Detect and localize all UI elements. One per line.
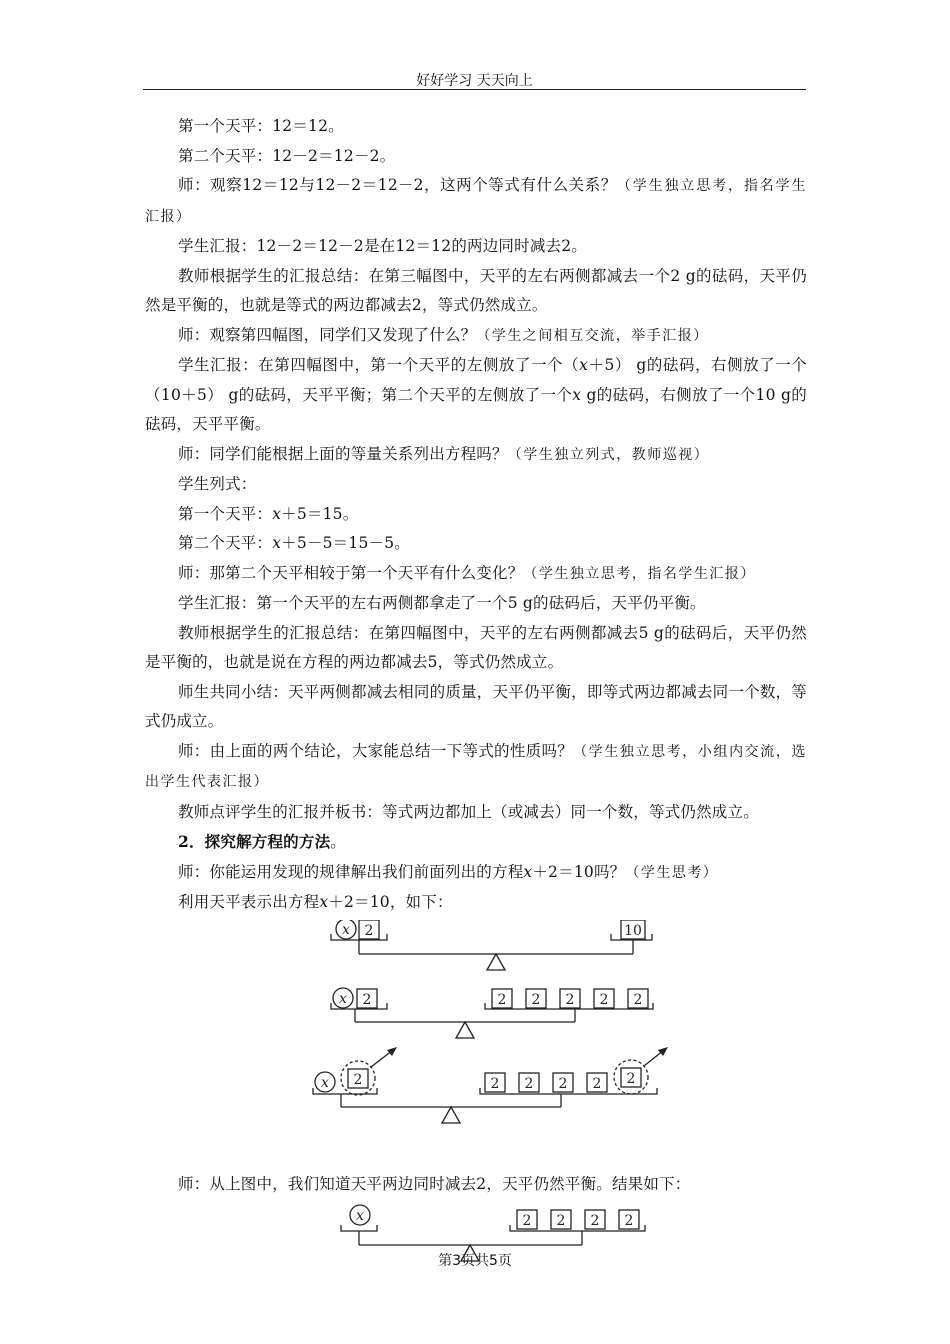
page-footer: 第3页共5页 [438, 1253, 512, 1269]
paragraph: 利用天平表示出方程x＋2＝10，如下： [178, 893, 453, 911]
paragraph: 师：观察12＝12与12－2＝12－2，这两个等式有什么关系？（学生独立思考，指名学生汇报） [145, 176, 807, 225]
paragraph: 师：由上面的两个结论，大家能总结一下等式的性质吗？（学生独立思考，小组内交流，选出学生代表汇报） [145, 741, 807, 790]
paragraph: 学生汇报：在第四幅图中，第一个天平的左侧放了一个（x＋5） g的砝码，右侧放了一个（10＋5） g的砝码，天平平衡；第二个天平的左侧放了一个x g的砝码，右侧放了一个10 g的砝码，天平平衡。 [145, 356, 807, 433]
paragraph: 师：从上图中，我们知道天平两边同时减去2，天平仍然平衡。结果如下： [178, 1174, 691, 1193]
weight-label: 2 [599, 991, 609, 1008]
weight-label: 2 [353, 1071, 363, 1088]
weight-label: 2 [556, 1213, 566, 1229]
balance-scale-1 [331, 920, 652, 970]
weight-label: 2 [590, 1213, 600, 1229]
weight-label: 2 [531, 991, 541, 1008]
teaching-note: （学生独立思考，指名学生汇报） [145, 178, 807, 225]
paragraph: 教师根据学生的汇报总结：在第三幅图中，天平的左右两侧都减去一个2 g的砝码，天平仍然是平衡的，也就是等式的两边都减去2，等式仍然成立。 [145, 266, 807, 314]
weight-label: 2 [362, 991, 372, 1008]
balance-scale-2 [331, 988, 653, 1038]
teaching-note: （学生之间相互交流，举手汇报） [476, 327, 709, 344]
balance-diagram [145, 920, 807, 1170]
document-body [145, 112, 807, 1275]
paragraph: 教师点评学生的汇报并板书：等式两边都加上（或减去）同一个数，等式仍然成立。 [178, 802, 759, 821]
weight-label: 2 [624, 1213, 634, 1229]
arrowhead-icon [658, 1047, 668, 1056]
weight-label: 2 [558, 1075, 568, 1092]
variable-label: x [342, 921, 350, 938]
weight-label: 2 [626, 1070, 636, 1087]
balance-figure-steps [145, 920, 807, 1170]
teaching-note: （学生思考） [625, 864, 719, 881]
header-rule [143, 89, 806, 90]
left-pan [341, 1225, 377, 1231]
fulcrum-icon [442, 1107, 460, 1123]
paragraph: 学生汇报：第一个天平的左右两侧都拿走了一个5 g的砝码后，天平仍平衡。 [178, 594, 706, 612]
variable-label: x [321, 1074, 329, 1091]
weight-label: 2 [633, 991, 643, 1008]
page-header: 好好学习 天天向上 [416, 73, 533, 89]
weight-label: 2 [524, 1075, 534, 1092]
weight-label: 2 [565, 991, 575, 1008]
paragraph: 第一个天平：x＋5＝15。 [178, 504, 359, 523]
variable-label: x [339, 990, 347, 1007]
weight-label: 2 [364, 922, 374, 939]
paragraph: 第二个天平：12－2＝12－2。 [178, 146, 396, 165]
weight-label: 2 [592, 1075, 602, 1092]
fulcrum-icon [487, 954, 505, 970]
weight-label: 10 [624, 922, 642, 939]
paragraph: 师生共同小结：天平两侧都减去相同的质量，天平仍平衡，即等式两边都减去同一个数，等式仍成立。 [145, 682, 807, 730]
weight-label: 2 [522, 1213, 532, 1229]
paragraph: 师：你能运用发现的规律解出我们前面列出的方程x＋2＝10吗？（学生思考） [178, 862, 719, 881]
fulcrum-icon [456, 1022, 474, 1038]
paragraph: 学生汇报：12－2＝12－2是在12＝12的两边同时减去2。 [178, 237, 587, 255]
paragraph: 第一个天平：12＝12。 [178, 117, 344, 135]
variable-label: x [356, 1208, 364, 1224]
paragraph: 师：观察第四幅图，同学们又发现了什么？（学生之间相互交流，举手汇报） [178, 325, 709, 344]
teaching-note: （学生独立思考，指名学生汇报） [523, 565, 756, 582]
paragraph: 第二个天平：x＋5－5＝15－5。 [178, 534, 410, 552]
weight-label: 2 [490, 1075, 500, 1092]
arrowhead-icon [387, 1047, 397, 1056]
section-heading: 2．探究解方程的方法。 [178, 832, 346, 851]
paragraph: 师：同学们能根据上面的等量关系列出方程吗？（学生独立列式，教师巡视） [178, 444, 710, 463]
teaching-note: （学生独立列式，教师巡视） [507, 446, 710, 463]
paragraph: 学生列式： [178, 475, 257, 493]
balance-scale-3 [313, 1047, 668, 1123]
paragraph: 教师根据学生的汇报总结：在第四幅图中，天平的左右两侧都减去5 g的砝码后，天平仍然是平衡的，也就是说在方程的两边都减去5，等式仍然成立。 [145, 623, 807, 671]
right-pan [480, 1088, 657, 1094]
weight-label: 2 [497, 991, 507, 1008]
paragraph: 师：那第二个天平相较于第一个天平有什么变化？（学生独立思考，指名学生汇报） [178, 563, 756, 582]
teaching-note: （学生独立思考，小组内交流，选出学生代表汇报） [145, 743, 807, 790]
